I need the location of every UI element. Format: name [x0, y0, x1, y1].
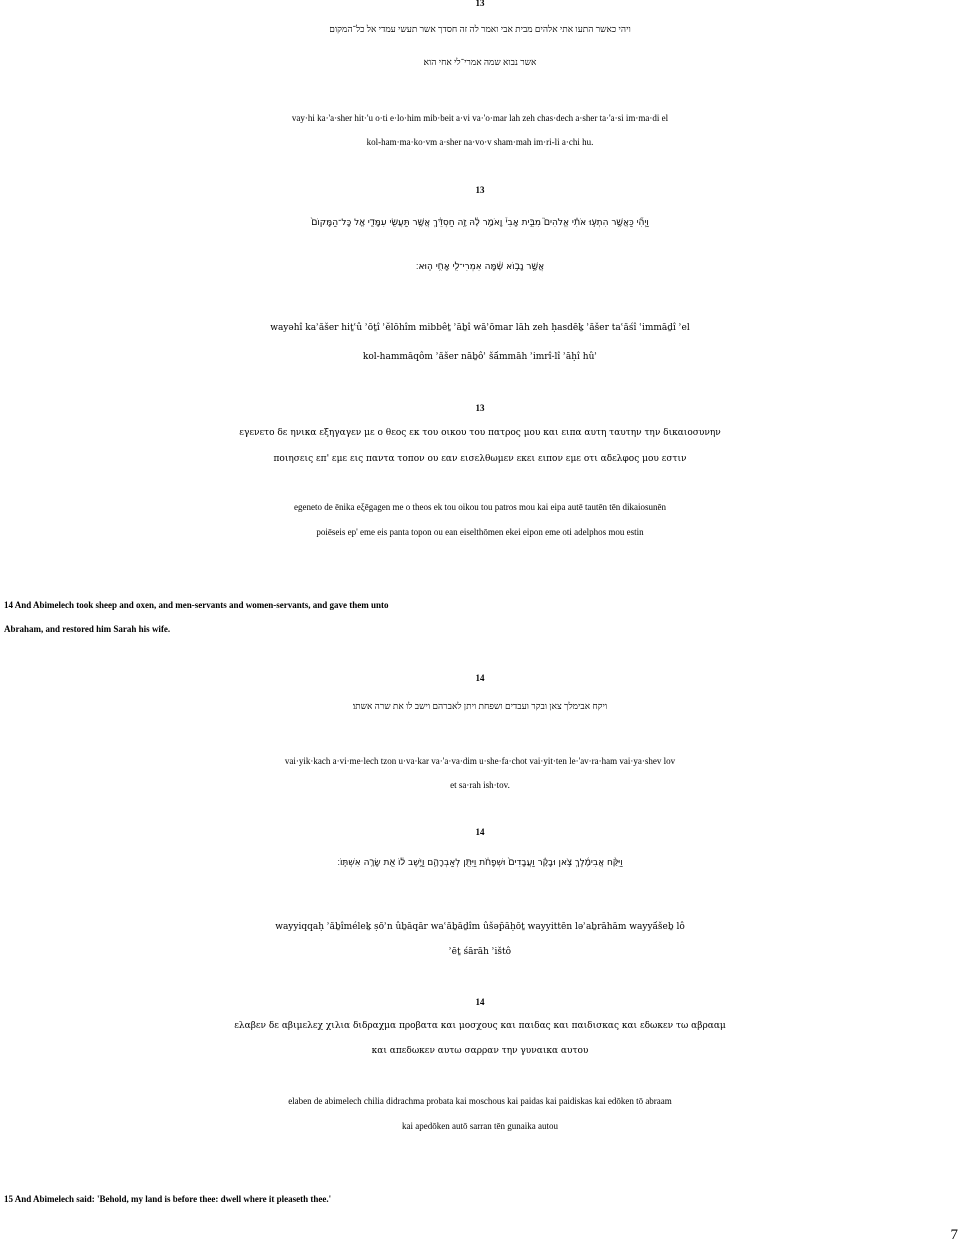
verse-14-number-3: 14: [475, 997, 485, 1007]
verse-13-hebrew-plain-line-1: ויהי כאשר התעו אתי אלהים מבית אבי ואמר לה זה חסדך אשר תעשי עמדי אל כל־המקום: [329, 24, 631, 34]
verse-14-hebrew-pointed: וַיִּקַּ֨ח אֲבִימֶ֜לֶךְ צֹ֣אן וּבָקָ֗ר וַעֲבָדִים֙ וּשְׁפָחֹ֔ת וַיִּתֵּ֖ן לְאַבְרָהָ֑ם וַיָּ֣שֶׁב ל֔וֹ אֵ֖ת שָׂרָ֥ה אִשְׁתּֽוֹ׃: [337, 858, 623, 868]
verse-13-transliteration-line-1: vay·hi ka·'a·sher hit·'u o·ti e·lo·him mib·beit a·vi va·'o·mar lah zeh chas·dech a·sher ta·'a·si im·ma·di el: [291, 113, 669, 123]
verse-13-greek-line-1: εγενετο δε ηνικα εξηγαγεν με ο θεος εκ του οικου του πατρος μου και ειπα αυτη ταυτην την δικαιοσυνην: [239, 428, 721, 438]
verse-14-number: 14: [475, 673, 485, 683]
verse-14-greek-line-2: και απεδωκεν αυτω σαρραν την γυναικα αυτου: [371, 1046, 589, 1056]
verse-13-hebrew-pointed-line-2: אֲשֶׁ֣ר נָב֣וֹא שָׁ֔מָּה אִמְרִי־לִ֖י אָחִ֥י הֽוּא׃: [415, 262, 545, 272]
verse-14-greek-line-1: ελαβεν δε αβιμελεχ χιλια διδραχμα προβατα και μοσχους και παιδας και παιδισκας και εδωκεν τω αβρααμ: [234, 1021, 726, 1031]
verse-13-greek-transliteration-line-1: egeneto de ēnika eξēgagen me o theos ek tou oikou tou patros mou kai eipa autē tautēn tēn dikaiosunēn: [294, 502, 666, 512]
verse-14-number-2: 14: [475, 827, 485, 837]
verse-13-scholarly-transliteration-line-1: wayəhî kaʾăšer hiṯʿû ʾōṯî ʾĕlōhîm mibbêṯ ʾāḇî wāʾōmar lāh zeh ḥasdēḵ ʾăšer taʿăśî ʿimmāḏî ʾel: [270, 323, 690, 333]
verse-13-hebrew-plain-line-2: אשר נבוא שמה אמרי־לי אחי הוא׃: [423, 57, 537, 67]
verse-14-english-line-1: 14 And Abimelech took sheep and oxen, and men-servants and women-servants, and gave them unto: [4, 600, 389, 610]
verse-14-scholarly-transliteration-line-2: ʾēṯ śārāh ʾištô: [448, 947, 512, 957]
verse-13-greek-transliteration-line-2: poiēseis ep' eme eis panta topon ou ean eiselthōmen ekei eipon eme oti adelphos mou estin: [316, 527, 644, 537]
verse-13-number: 13: [475, 0, 485, 8]
verse-14-transliteration-line-2: et sa·rah ish·tov.: [450, 780, 510, 790]
verse-14-greek-transliteration-line-2: kai apedōken autō sarran tēn gunaika autou: [402, 1121, 558, 1131]
page-number: 7: [950, 1227, 958, 1243]
verse-13-transliteration-line-2: kol-ham·ma·ko·vm a·sher na·vo·v sham·mah im·ri-li a·chi hu.: [366, 137, 594, 147]
verse-13-number-2: 13: [475, 185, 485, 195]
verse-14-scholarly-transliteration-line-1: wayyiqqaḥ ʾăḇîméleḵ ṣōʾn ûḇāqār waʿăḇāḏîm ûšəp̄āḥōṯ wayyittēn ləʾaḇrāhām wayyā́šeḇ lô: [275, 922, 685, 932]
verse-13-scholarly-transliteration-line-2: kol-hammāqôm ʾăšer nāḇôʾ šā́mmāh ʾimrî-lî ʾāḥî hûʾ: [362, 352, 598, 362]
verse-14-english-line-2: Abraham, and restored him Sarah his wife.: [4, 624, 171, 634]
verse-14-greek-transliteration-line-1: elaben de abimelech chilia didrachma probata kai moschous kai paidas kai paidiskas kai edōken tō abraam: [288, 1096, 672, 1106]
verse-13-greek-line-2: ποιησεις επ' εμε εις παντα τοπον ου εαν εισελθωμεν εκει ειπον εμε οτι αδελφος μου εστιν: [273, 454, 687, 464]
verse-15-english: 15 And Abimelech said: 'Behold, my land is before thee: dwell where it pleaseth thee.': [4, 1194, 332, 1204]
verse-14-hebrew-plain: ויקח אבימלך צאן ובקר ועבדים ושפחת ויתן לאברהם וישב לו את שרה אשתו׃: [352, 701, 608, 711]
verse-13-number-3: 13: [475, 403, 485, 413]
verse-14-transliteration-line-1: vai·yik·kach a·vi·me·lech tzon u·va·kar va·'a·va·dim u·she·fa·chot vai·yit·ten le·'av·ra·ham vai·ya·shev lov: [284, 756, 676, 766]
verse-13-hebrew-pointed-line-1: וַיְהִ֞י כַּאֲשֶׁ֣ר הִתְע֣וּ אֹתִ֗י אֱלֹהִים֮ מִבֵּ֣ית אָבִי֒ וָאֹמַ֣ר לָ֔הּ זֶ֣ה חַסְדֵּ֔ךְ אֲשֶׁ֥ר תַּעֲשִׂ֖י עִמָּדִ֑י אֶ֤ל כָּל־הַמָּקוֹם֙: [311, 218, 649, 228]
